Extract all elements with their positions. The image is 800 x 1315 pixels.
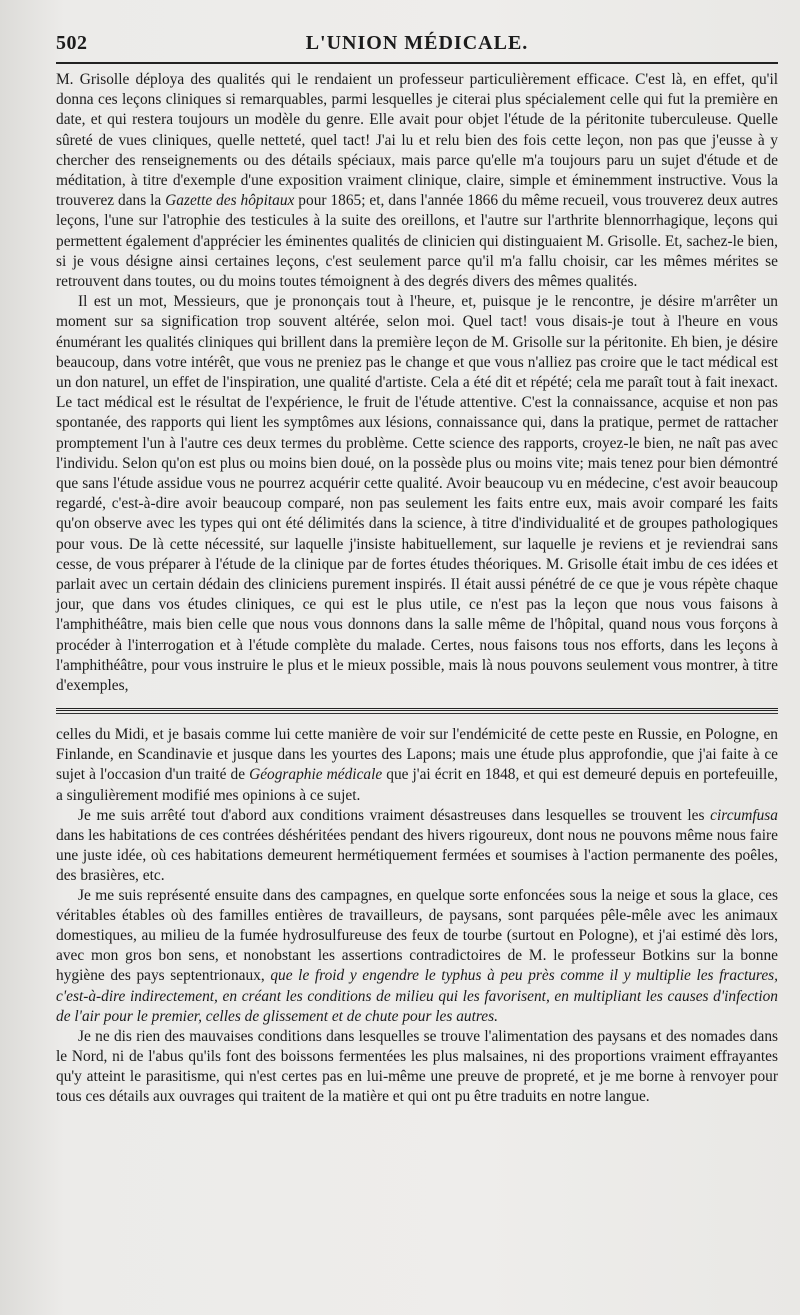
feuilleton-paragraph-4: Je ne dis rien des mauvaises conditions dans lesquelles se trouve l'alimentation des paysans et des nomades dans le Nord, ni de l'abus qu'ils font des boissons fermentées les plus malsaines, ni des proportions vraiment effrayantes qu'y atteint le parasitisme, qui n'est certes pas en lui-même une preuve de propreté, et je me borne à renvoyer pour tous ces détails aux ouvrages qui traitent de la matière et qui ont pu être traduits en notre langue. <box>56 1027 778 1105</box>
running-title: L'UNION MÉDICALE. <box>305 32 529 54</box>
book-title: Géographie médicale <box>249 766 383 784</box>
feuilleton-paragraph-3: Je me suis représenté ensuite dans des campagnes, en quelque sorte enfoncées sous la neige et sous la glace, ces véritables étables où des familles entières de travailleurs, de paysans, sont parquées pêle-mêle avec les animaux domestiques, au milieu de la fumée hydrosulfureuse des feux de tourbe (surtout en Pologne), et j'ai estimé dès lors, avec mon gros bon sens, et nonobstant les assertions contradictoires de M. le professeur Botkins sur la bonne hygiène des pays septentrionaux, que le froid y engendre le typhus à peu près comme il y multiplie les fractures, c'est-à-dire indirectement, en créant les conditions de milieu qui les favorisent, en multipliant les causes d'infection de l'air pour le premier, celles de glissement et de chute pour les autres. <box>56 887 779 1025</box>
latin-term: circumfusa <box>710 806 778 824</box>
main-paragraph-2: Il est un mot, Messieurs, que je prononçais tout à l'heure, et, puisque je le rencontre, je désire m'arrêter un moment sur sa signification trop souvent altérée, selon moi. Quel tact! vous disais-je tout à l'heure en vous énumérant les qualités cliniques qui brillent dans la première leçon de M. Grisolle sur la péritonite. Eh bien, je désire beaucoup, dans votre intérêt, que vous ne preniez pas le change et que vous n'alliez pas croire que le tact médical est un don naturel, un effet de l'inspiration, une qualité d'artiste. Cela a été dit et répété; cela me paraît tout à fait inexact. Le tact médical est le résultat de l'expérience, le fruit de l'étude attentive. C'est la connaissance, acquise et non pas spontanée, des rapports qui lient les symptômes aux lésions, connaissance qui, dans la pratique, permet de rattacher promptement l'un à l'autre ces deux termes du problème. Cette science des rapports, croyez-le bien, ne naît pas avec l'individu. Selon qu'on est plus ou moins bien doué, on la possède plus ou moins vite; mais tenez pour bien démontré que sans l'étude assidue vous ne pourrez acquérir cette qualité. Avoir beaucoup vu en médecine, c'est avoir beaucoup regardé, c'est-à-dire avoir beaucoup comparé, non pas seulement les faits entre eux, mais avoir comparé les faits qu'on observe avec les types qui ont été délimités dans la science, à titre d'individualité et de groupes pathologiques pour vous. De là cette nécessité, sur laquelle j'insiste habituellement, sur laquelle je reviens et je reviendrai sans cesse, de vous préparer à l'étude de la clinique par de fortes études théoriques. M. Grisolle était imbu de ces idées et parlait avec un certain dédain des cliniciens purement inspirés. Il était aussi pénétré de ce que je vous répète chaque jour, que dans vos études cliniques, ce qui est le plus utile, ce n'est pas la leçon que nous vous faisons à l'amphithéâtre, mais bien celle que nous vous donnons dans la salle même de l'hôpital, quand nous vous forçons à procéder à l'interrogation et à l'étude complète du malade. Certes, nous faisons tous nos efforts, dans les leçons à l'amphithéâtre, pour vous instruire le plus et le mieux possible, mais là nous pouvons seulement vous montrer, à titre d'exemples, <box>56 293 778 695</box>
feuilleton-paragraph-1: celles du Midi, et je basais comme lui cette manière de voir sur l'endémicité de cette peste en Russie, en Pologne, en Finlande, en Scandinavie et jusque dans les yourtes des Lapons; mais une étude plus approfondie, que j'ai faite à ce sujet à l'occasion d'un traité de Géographie médicale que j'ai écrit en 1848, et qui est demeuré depuis en portefeuille, a singulièrement modifié mes opinions à ce sujet. <box>56 726 779 804</box>
feuilleton-separator <box>56 708 778 711</box>
page-number: 502 <box>56 32 88 54</box>
feuilleton-paragraph-2: Je me suis arrêté tout d'abord aux conditions vraiment désastreuses dans lesquelles se trouvent les circumfusa dans les habitations de ces contrées déshéritées pendant des hivers rigoureux, dont nous ne pouvons même nous faire une juste idée, où ces habitations demeurent hermétiquement fermées et soumises à l'action permanente des poêles, des brasières, etc. <box>56 806 778 884</box>
main-paragraph-1: M. Grisolle déploya des qualités qui le rendaient un professeur particulièrement efficace. C'est là, en effet, qu'il donna ces leçons cliniques si remarquables, parmi lesquelles je citerai plus spécialement celle qui fut la première en date, et qui restera toujours un modèle du genre. Elle avait pour objet l'étude de la péritonite tuberculeuse. Quelle sûreté de vues cliniques, quelle netteté, quel tact! J'ai lu et relu bien des fois cette leçon, non pas que j'eusse à y chercher des renseignements ou des détails spéciaux, mais parce qu'elle m'a toujours paru un sujet d'étude et de méditation, à titre d'exemple d'une exposition vraiment clinique, claire, simple et éminemment instructive. Vous la trouverez dans la Gazette des hôpitaux pour 1865; et, dans l'année 1866 du même recueil, vous trouverez deux autres leçons, l'une sur l'atrophie des testicules à la suite des oreillons, et l'autre sur l'arthrite blennorrhagique, leçons qui permettent également d'apprécier les éminentes qualités de clinicien qui distinguaient M. Grisolle. Et, sachez-le bien, si je vous désigne ainsi certaines leçons, c'est seulement parce qu'il m'a fallu choisir, car les mêmes mérites se retrouvent dans toutes, ou du moins toutes témoignent à des degrés divers des mêmes qualités. <box>56 71 778 291</box>
page-header <box>56 26 778 60</box>
italic-conclusion: que le froid y engendre le typhus à peu près comme il y multiplie les fractures, c'est-à-dire indirectement, en créant les conditions de milieu qui les favorisent, en multipliant les causes d'infection de l'air pour le premier, celles de glissement et de chute pour les autres. <box>56 967 779 1025</box>
feuilleton-article <box>56 725 778 1107</box>
main-article <box>56 70 778 696</box>
header-rule <box>56 62 778 64</box>
journal-title-gazette: Gazette des hôpitaux <box>165 192 295 210</box>
